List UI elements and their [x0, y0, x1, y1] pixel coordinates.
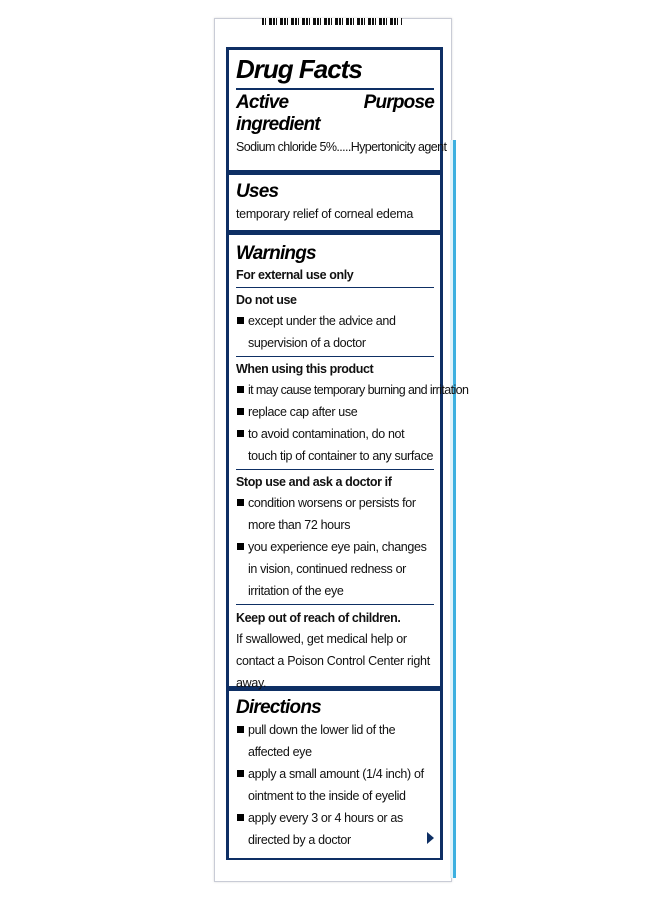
bullet-square-icon — [237, 814, 244, 821]
section-uses — [229, 175, 440, 230]
list-item: to avoid contamination, do not touch tip of container to any surface — [236, 423, 434, 467]
directions-list — [236, 719, 434, 851]
list-item: pull down the lower lid of the affected eye — [236, 719, 434, 763]
section-active — [229, 50, 447, 170]
divider — [236, 88, 434, 90]
bullet-square-icon — [237, 499, 244, 506]
continued-arrow-icon — [427, 832, 434, 844]
do-not-use-heading: Do not use — [236, 293, 297, 307]
active-ingredient-heading: Active ingredient — [236, 92, 320, 135]
bullet-square-icon — [237, 317, 244, 324]
bullet-square-icon — [237, 543, 244, 550]
stop-use-heading: Stop use and ask a doctor if — [236, 475, 392, 489]
list-item: apply a small amount (1/4 inch) of ointment to the inside of eyelid — [236, 763, 434, 807]
uses-heading: Uses — [236, 181, 279, 202]
purpose-heading: Purpose — [363, 92, 434, 113]
list-item: condition worsens or persists for more than 72 hours — [236, 492, 434, 536]
bullet-square-icon — [237, 430, 244, 437]
divider — [236, 604, 434, 605]
divider — [236, 287, 434, 288]
bullet-square-icon — [237, 770, 244, 777]
list-item: you experience eye pain, changes in vision, continued redness or irritation of the eye — [236, 536, 434, 602]
bullet-square-icon — [237, 386, 244, 393]
stop-use-list — [236, 492, 434, 602]
when-using-heading: When using this product — [236, 362, 374, 376]
divider — [236, 469, 434, 470]
external-use-text: For external use only — [236, 268, 354, 282]
active-heading-row — [236, 92, 434, 136]
bullet-square-icon — [237, 408, 244, 415]
keep-out-text: If swallowed, get medical help or contact a Poison Control Center right away. — [236, 632, 430, 690]
side-accent-stripe — [450, 140, 456, 878]
list-item: except under the advice and supervision of a doctor — [236, 310, 434, 354]
keep-out-heading: Keep out of reach of children. — [236, 611, 401, 625]
when-using-list — [236, 379, 469, 467]
directions-heading: Directions — [236, 697, 321, 718]
warnings-heading: Warnings — [236, 243, 316, 264]
uses-text: temporary relief of corneal edema — [236, 207, 413, 221]
section-warnings — [229, 235, 469, 690]
list-item: it may cause temporary burning and irritation — [236, 379, 434, 401]
list-item: apply every 3 or 4 hours or as directed by a doctor — [236, 807, 434, 851]
active-ingredient-line: Sodium chloride 5%.....Hypertonicity agent — [236, 140, 447, 154]
list-item: replace cap after use — [236, 401, 434, 423]
barcode-strip — [262, 18, 402, 25]
drug-facts-title: Drug Facts — [236, 54, 362, 84]
drug-facts-panel — [226, 47, 469, 860]
section-directions — [229, 691, 440, 858]
do-not-use-list — [236, 310, 434, 354]
divider — [236, 356, 434, 357]
bullet-square-icon — [237, 726, 244, 733]
